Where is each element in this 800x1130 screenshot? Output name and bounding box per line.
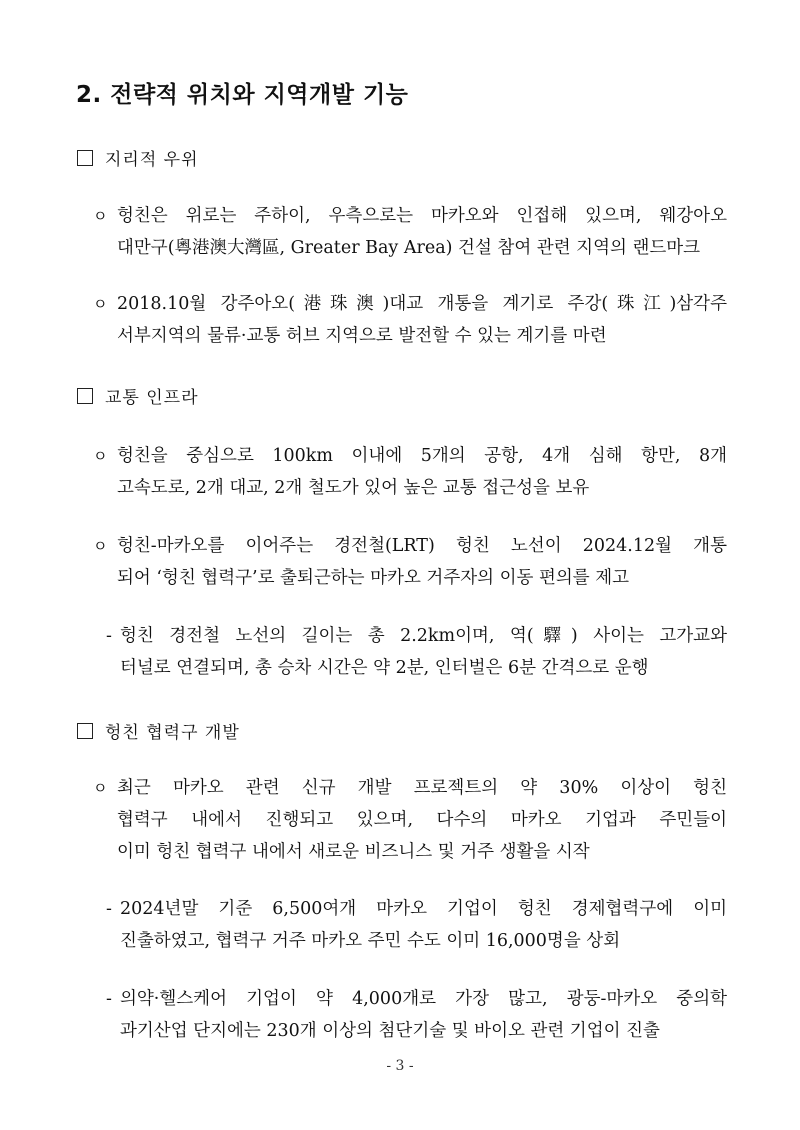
- bullet-item: [93, 772, 727, 868]
- text-line: 터널로 연결되며, 총 승차 시간은 약 2분, 인터벌은 6분 간격으로 운행: [120, 658, 649, 678]
- text-line: 되어 ‘헝친 협력구’로 출퇴근하는 마카오 거주자의 이동 편의를 제고: [117, 568, 630, 588]
- sub-bullet-item: [106, 893, 727, 957]
- circle-bullet-icon: ㅇ: [93, 537, 108, 555]
- section-heading-transport: [77, 383, 199, 408]
- text-line: 서부지역의 물류·교통 허브 지역으로 발전할 수 있는 계기를 마련: [117, 326, 607, 346]
- section-label: 헝친 협력구 개발: [105, 723, 240, 743]
- page-number: - 3 -: [386, 1058, 414, 1074]
- text-line: 의약·헬스케어 기업이 약 4,000개로 가장 많고, 광둥-마카오 중의학: [120, 989, 727, 1009]
- text-line: 헝친 경전철 노선의 길이는 총 2.2km이며, 역(驛) 사이는 고가교와: [120, 626, 727, 646]
- text-line: 최근 마카오 관련 신규 개발 프로젝트의 약 30% 이상이 헝친: [117, 778, 727, 798]
- text-line: 헝친은 위로는 주하이, 우측으로는 마카오와 인접해 있으며, 웨강아오: [117, 206, 727, 226]
- dash-bullet: -: [106, 626, 112, 646]
- circle-bullet-icon: ㅇ: [93, 447, 108, 465]
- section-heading-cooperation-zone: [77, 718, 240, 743]
- text-line: 고속도로, 2개 대교, 2개 철도가 있어 높은 교통 접근성을 보유: [117, 478, 590, 498]
- section-label: 지리적 우위: [105, 150, 199, 170]
- text-line: 헝친을 중심으로 100km 이내에 5개의 공항, 4개 심해 항만, 8개: [117, 446, 727, 466]
- text-line: 헝친-마카오를 이어주는 경전철(LRT) 헝친 노선이 2024.12월 개통: [117, 536, 727, 556]
- sub-bullet-item: [106, 620, 727, 684]
- text-line: 진출하였고, 협력구 거주 마카오 주민 수도 이미 16,000명을 상회: [120, 931, 621, 951]
- bullet-item: [93, 440, 727, 504]
- bullet-item: [93, 530, 727, 594]
- section-label: 교통 인프라: [105, 388, 199, 408]
- circle-bullet-icon: ㅇ: [93, 295, 108, 313]
- page-title: 2. 전략적 위치와 지역개발 기능: [76, 82, 409, 108]
- text-line: 협력구 내에서 진행되고 있으며, 다수의 마카오 기업과 주민들이: [117, 810, 727, 830]
- checkbox-square-icon: [77, 723, 93, 739]
- checkbox-square-icon: [77, 150, 93, 166]
- dash-bullet: -: [106, 899, 112, 919]
- checkbox-square-icon: [77, 388, 93, 404]
- text-line: 이미 헝친 협력구 내에서 새로운 비즈니스 및 거주 생활을 시작: [117, 842, 590, 862]
- text-line: 대만구(粵港澳大灣區, Greater Bay Area) 건설 참여 관련 지역의 랜드마크: [117, 238, 701, 258]
- section-heading-geographic: [77, 145, 199, 170]
- text-line: 2024년말 기준 6,500여개 마카오 기업이 헝친 경제협력구에 이미: [120, 899, 727, 919]
- dash-bullet: -: [106, 989, 112, 1009]
- sub-bullet-item: [106, 983, 727, 1047]
- circle-bullet-icon: ㅇ: [93, 207, 108, 225]
- circle-bullet-icon: ㅇ: [93, 779, 108, 797]
- bullet-item: [93, 200, 727, 264]
- text-line: 2018.10월 강주아오(港珠澳)대교 개통을 계기로 주강(珠江)삼각주: [117, 294, 727, 314]
- text-line: 과기산업 단지에는 230개 이상의 첨단기술 및 바이오 관련 기업이 진출: [120, 1021, 660, 1041]
- bullet-item: [93, 288, 727, 352]
